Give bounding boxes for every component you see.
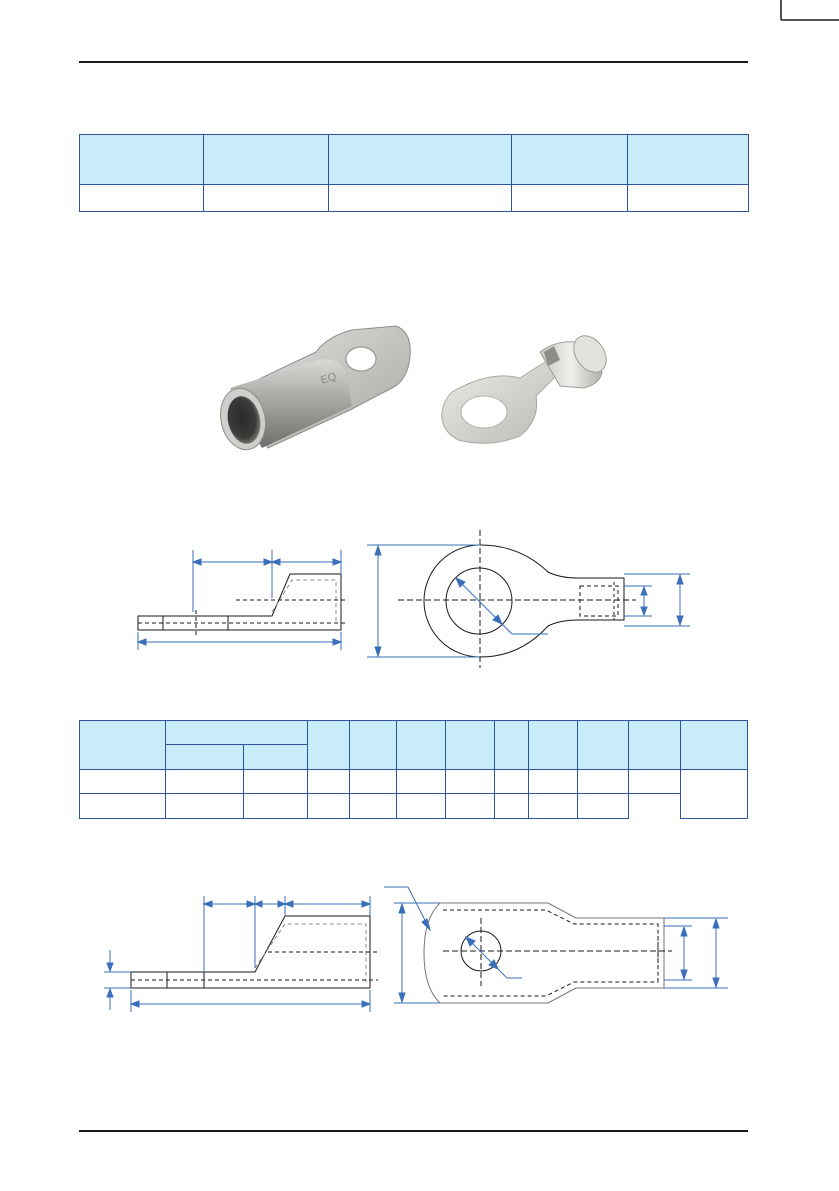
tube-marking: EQ [319,370,339,387]
footer-rule [79,1130,748,1132]
